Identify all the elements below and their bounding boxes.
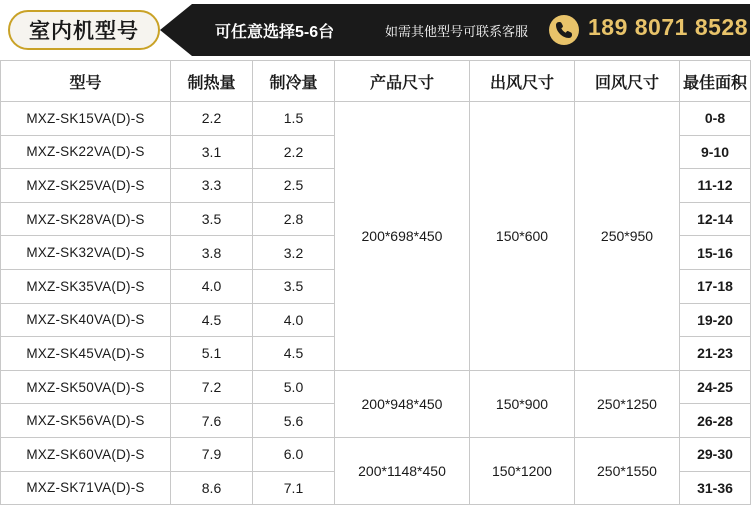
cell-return-size-group-1: 250*950 <box>575 102 680 371</box>
cell-model: MXZ-SK15VA(D)-S <box>1 102 171 136</box>
cell-cooling: 3.5 <box>253 269 335 303</box>
cell-return-size-group-2: 250*1250 <box>575 370 680 437</box>
column-header-product-size: 产品尺寸 <box>335 61 470 102</box>
cell-cooling: 2.2 <box>253 135 335 169</box>
cell-model: MXZ-SK22VA(D)-S <box>1 135 171 169</box>
cell-best-area: 9-10 <box>680 135 751 169</box>
cell-cooling: 5.0 <box>253 370 335 404</box>
cell-cooling: 7.1 <box>253 471 335 505</box>
cell-best-area: 29-30 <box>680 437 751 471</box>
cell-model: MXZ-SK35VA(D)-S <box>1 269 171 303</box>
column-header-heating: 制热量 <box>171 61 253 102</box>
table-row <box>1 370 751 404</box>
cell-best-area: 15-16 <box>680 236 751 270</box>
column-header-outlet-size: 出风尺寸 <box>470 61 575 102</box>
cell-heating: 3.3 <box>171 169 253 203</box>
cell-heating: 3.1 <box>171 135 253 169</box>
cell-best-area: 12-14 <box>680 202 751 236</box>
cell-model: MXZ-SK71VA(D)-S <box>1 471 171 505</box>
cell-model: MXZ-SK50VA(D)-S <box>1 370 171 404</box>
cell-cooling: 1.5 <box>253 102 335 136</box>
cell-cooling: 2.5 <box>253 169 335 203</box>
column-header-cooling: 制冷量 <box>253 61 335 102</box>
cell-heating: 3.8 <box>171 236 253 270</box>
cell-return-size-group-3: 250*1550 <box>575 437 680 504</box>
cell-heating: 7.6 <box>171 404 253 438</box>
cell-outlet-size-group-2: 150*900 <box>470 370 575 437</box>
cell-product-size-group-2: 200*948*450 <box>335 370 470 437</box>
cell-best-area: 11-12 <box>680 169 751 203</box>
spec-table <box>0 60 751 505</box>
cell-cooling: 4.5 <box>253 337 335 371</box>
cell-heating: 4.5 <box>171 303 253 337</box>
cell-heating: 2.2 <box>171 102 253 136</box>
cell-cooling: 4.0 <box>253 303 335 337</box>
table-row <box>1 437 751 471</box>
cell-heating: 4.0 <box>171 269 253 303</box>
table-header-row <box>1 61 751 102</box>
banner-note-secondary: 如需其他型号可联系客服 <box>385 24 529 39</box>
cell-model: MXZ-SK56VA(D)-S <box>1 404 171 438</box>
cell-model: MXZ-SK32VA(D)-S <box>1 236 171 270</box>
cell-cooling: 3.2 <box>253 236 335 270</box>
cell-heating: 7.9 <box>171 437 253 471</box>
cell-model: MXZ-SK60VA(D)-S <box>1 437 171 471</box>
cell-cooling: 6.0 <box>253 437 335 471</box>
cell-best-area: 0-8 <box>680 102 751 136</box>
cell-model: MXZ-SK45VA(D)-S <box>1 337 171 371</box>
cell-product-size-group-3: 200*1148*450 <box>335 437 470 504</box>
cell-product-size-group-1: 200*698*450 <box>335 102 470 371</box>
banner-note-primary: 可任意选择5-6台 <box>215 24 335 41</box>
cell-best-area: 24-25 <box>680 370 751 404</box>
cell-model: MXZ-SK28VA(D)-S <box>1 202 171 236</box>
cell-best-area: 17-18 <box>680 269 751 303</box>
cell-model: MXZ-SK40VA(D)-S <box>1 303 171 337</box>
cell-best-area: 26-28 <box>680 404 751 438</box>
cell-best-area: 31-36 <box>680 471 751 505</box>
cell-model: MXZ-SK25VA(D)-S <box>1 169 171 203</box>
cell-cooling: 5.6 <box>253 404 335 438</box>
cell-heating: 3.5 <box>171 202 253 236</box>
cell-heating: 5.1 <box>171 337 253 371</box>
cell-heating: 8.6 <box>171 471 253 505</box>
cell-best-area: 19-20 <box>680 303 751 337</box>
cell-heating: 7.2 <box>171 370 253 404</box>
header-banner <box>0 0 750 60</box>
cell-best-area: 21-23 <box>680 337 751 371</box>
cell-cooling: 2.8 <box>253 202 335 236</box>
cell-outlet-size-group-3: 150*1200 <box>470 437 575 504</box>
page-title: 室内机型号 <box>8 10 160 50</box>
column-header-model: 型号 <box>1 61 171 102</box>
column-header-return-size: 回风尺寸 <box>575 61 680 102</box>
cell-outlet-size-group-1: 150*600 <box>470 102 575 371</box>
column-header-best-area: 最佳面积 <box>680 61 751 102</box>
phone-icon <box>548 14 580 46</box>
table-row <box>1 102 751 136</box>
contact-phone: 189 8071 8528 <box>588 14 748 40</box>
